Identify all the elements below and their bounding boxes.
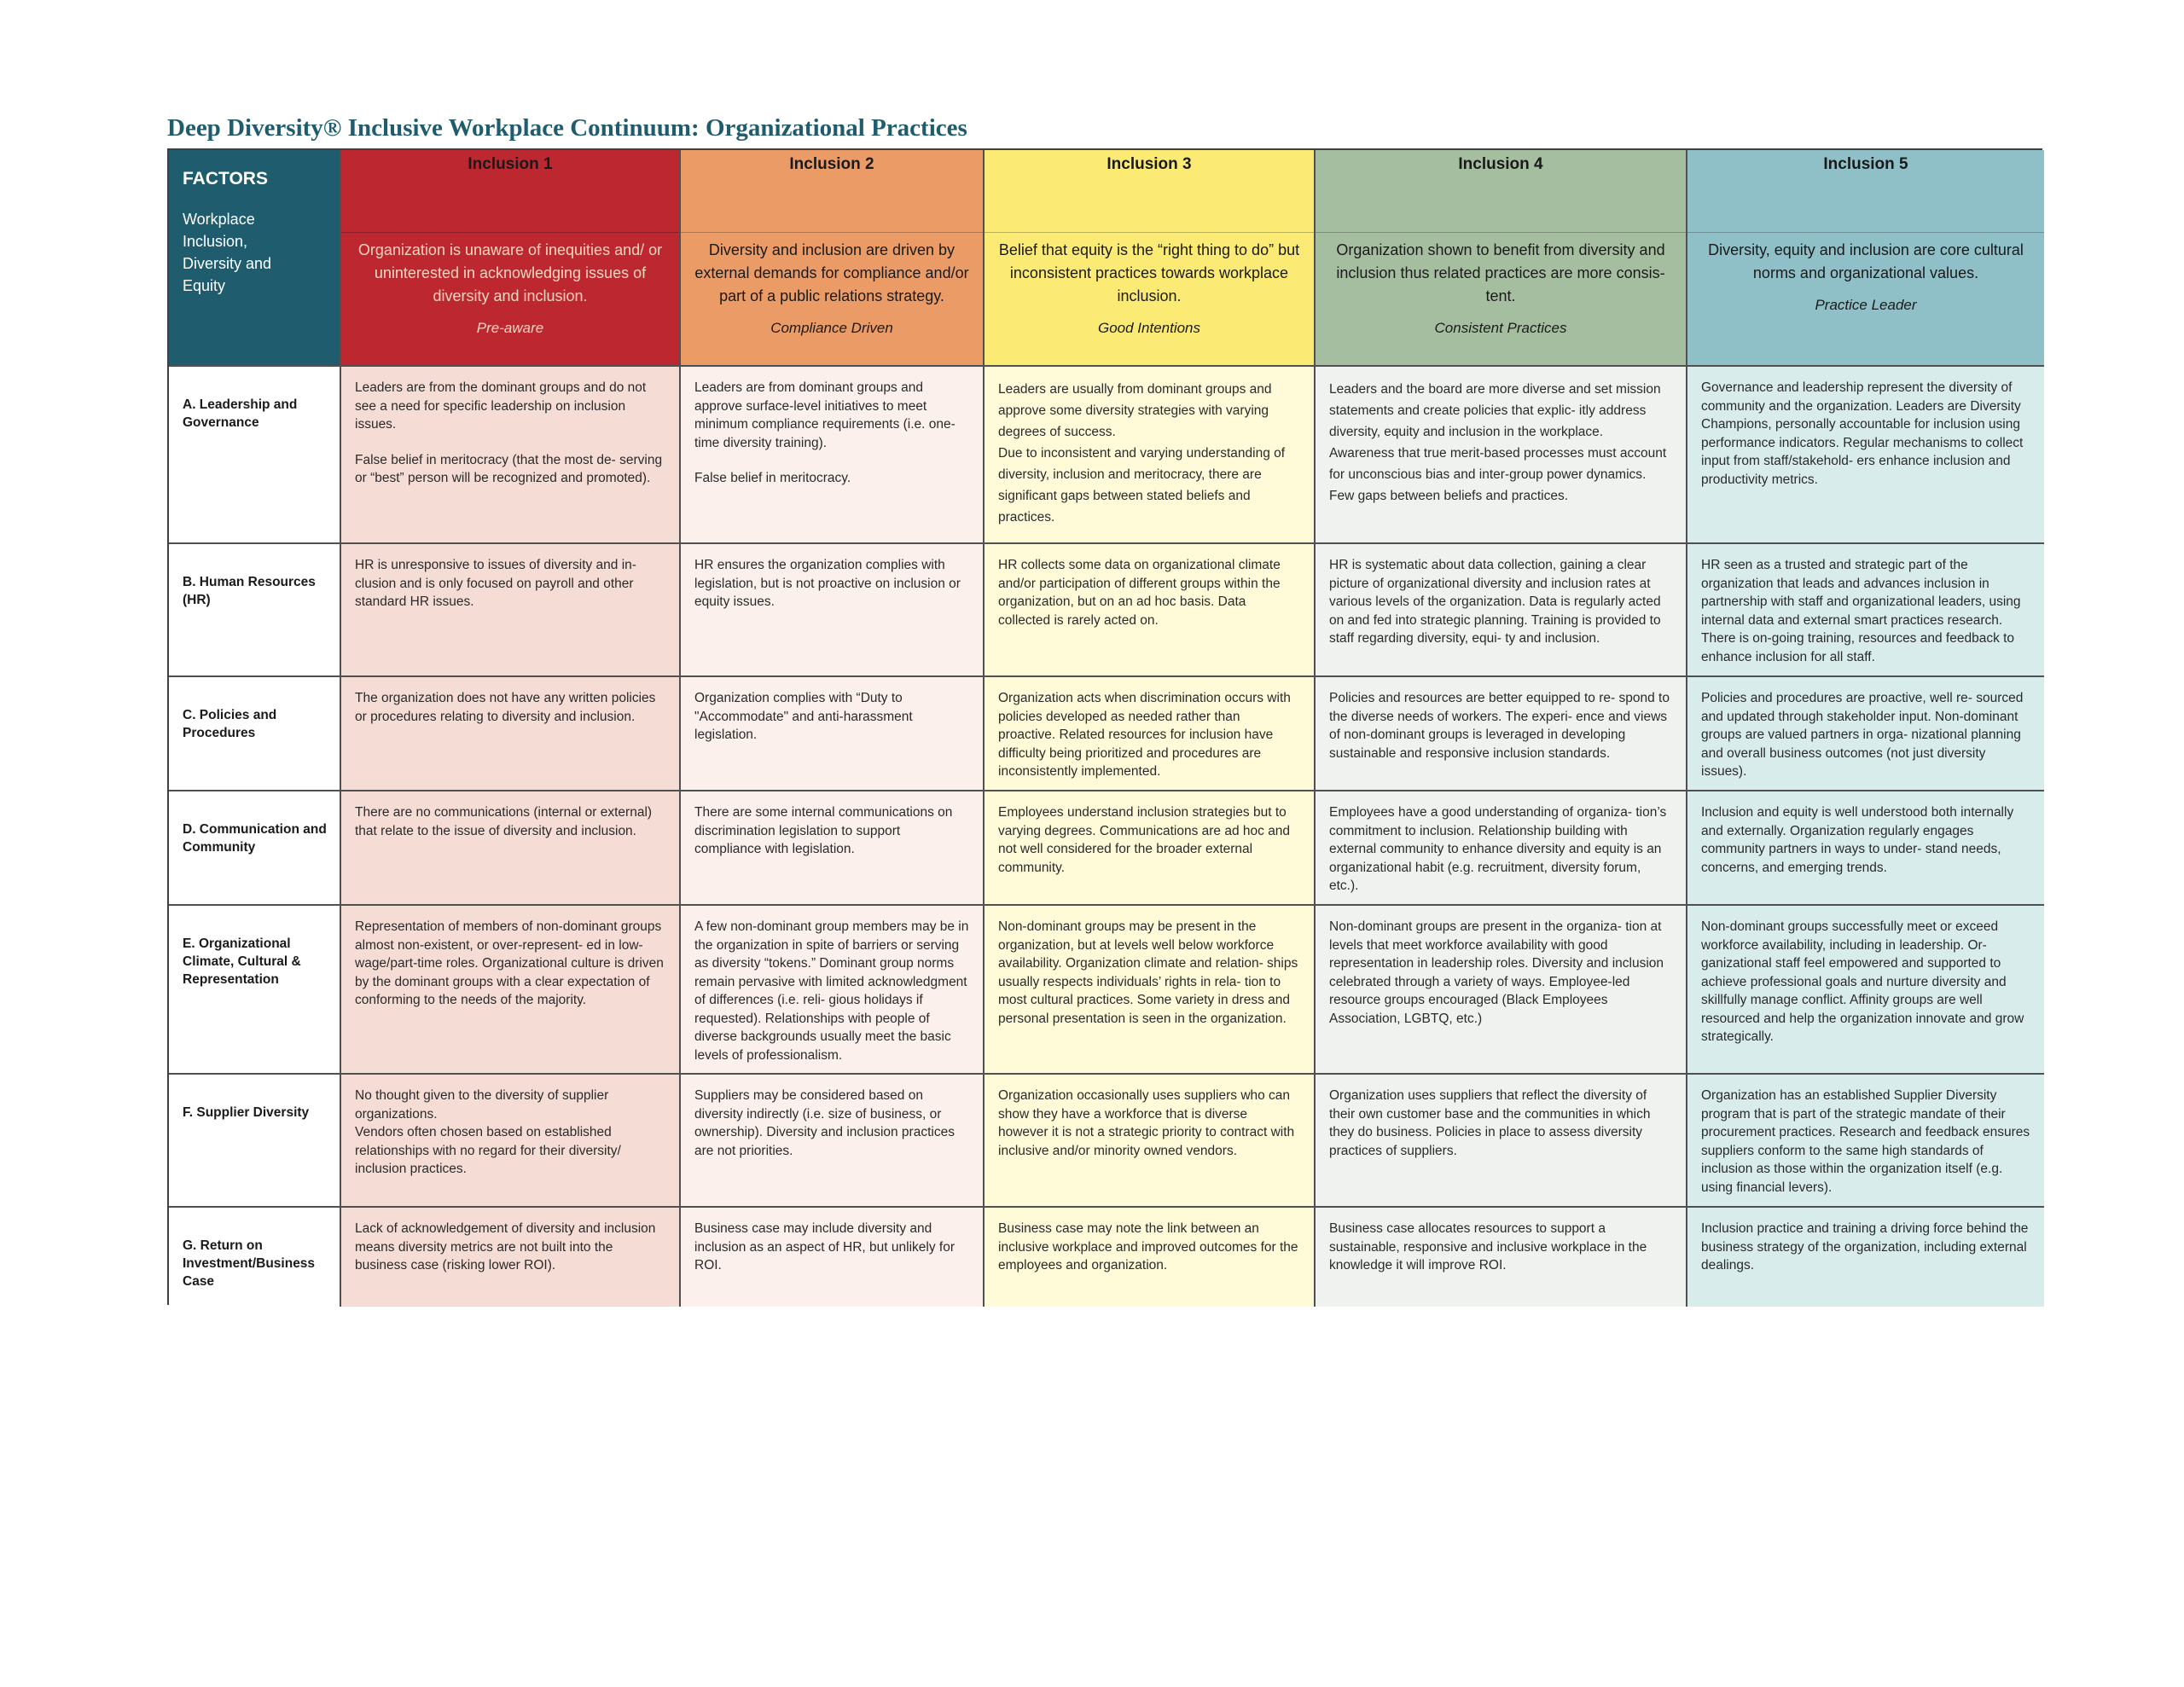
- factor-label-roi: G. Return on Investment/Business Case: [169, 1208, 341, 1307]
- policies-inclusion-5: [1687, 677, 2044, 791]
- level-description-text: Organization shown to benefit from diversity and inclusion thus related practices are more consis- tent.: [1336, 241, 1665, 304]
- factor-label-supplier: F. Supplier Diversity: [169, 1075, 341, 1208]
- cell-text: Governance and leadership represent the diversity of community and the organization. Leaders are Diversity Champions, personally accountable for inclusion using performance indicators. Regular mechanisms to collect input from staff/stakehold- ers enhance inclusion and productivity metrics.: [1701, 380, 2024, 487]
- roi-inclusion-5: [1687, 1208, 2044, 1307]
- hr-inclusion-1: [341, 544, 681, 677]
- supplier-inclusion-2: [681, 1075, 985, 1208]
- level-description-text: Diversity and inclusion are driven by external demands for compliance and/or part of a public relations strategy.: [694, 241, 969, 304]
- climate-inclusion-2: [681, 906, 985, 1075]
- cell-text: Organization uses suppliers that reflect the diversity of their own customer base and the communities in which they do business. Policies in place to assess diversity practices of suppliers.: [1329, 1088, 1651, 1158]
- hr-inclusion-3: [985, 544, 1316, 677]
- cell-text: HR seen as a trusted and strategic part of the organization that leads and advances inclusion in partnership with staff and organizational leaders, using internal data and external smart practices research. There is on-going training, resources and feedback to enhance inclusion for all staff.: [1701, 558, 2021, 664]
- policies-inclusion-1: [341, 677, 681, 791]
- cell-text: Employees understand inclusion strategies but to varying degrees. Communications are ad hoc and not well considered for the broader external community.: [998, 805, 1291, 875]
- cell-text: Leaders and the board are more diverse and set mission statements and create policies that explic- itly address diversity, equity and inclusion in the workplace.: [1329, 382, 1661, 439]
- cell-text: Leaders are from the dominant groups and do not see a need for specific leadership on inclusion issues.: [355, 380, 647, 432]
- level-description-2: [681, 232, 985, 367]
- cell-text: Organization has an established Supplier Diversity program that is part of the strategic mandate of their procurement practices. Research and feedback ensures suppliers conform to the same high standards of inclusion as those within the organization itself (e.g. using financial levers).: [1701, 1088, 2030, 1195]
- cell-text: Organization occasionally uses suppliers who can show they have a workforce that is diverse however it is not a strategic priority to contract with inclusive and/or minority owned vendors.: [998, 1088, 1295, 1158]
- leadership-inclusion-5: [1687, 367, 2044, 544]
- cell-text: Non-dominant groups are present in the organiza- tion at levels that meet workforce availability with good representation in leadership roles. Diversity and inclusion celebrated through a variety of ways. Employee-led resource groups encouraged (Black Employees Association, LGBTQ, etc.): [1329, 919, 1664, 1026]
- roi-inclusion-2: [681, 1208, 985, 1307]
- roi-inclusion-1: [341, 1208, 681, 1307]
- roi-inclusion-3: [985, 1208, 1316, 1307]
- leadership-inclusion-4: [1316, 367, 1687, 544]
- climate-inclusion-5: [1687, 906, 2044, 1075]
- factor-label-leadership: A. Leadership and Governance: [169, 367, 341, 544]
- level-description-1: [341, 232, 681, 367]
- level-description-3: [985, 232, 1316, 367]
- hr-inclusion-4: [1316, 544, 1687, 677]
- level-header-3: Inclusion 3: [985, 150, 1316, 232]
- cell-text: The organization does not have any written policies or procedures relating to diversity and inclusion.: [355, 691, 656, 724]
- cell-text: HR is unresponsive to issues of diversity and in- clusion and is only focused on payroll and other standard HR issues.: [355, 558, 636, 609]
- factors-header: [169, 150, 341, 367]
- page-title: Deep Diversity® Inclusive Workplace Continuum: Organizational Practices: [167, 114, 967, 142]
- cell-text: Business case may note the link between an inclusive workplace and improved outcomes for the employees and organization.: [998, 1221, 1298, 1272]
- cell-text: Non-dominant groups successfully meet or exceed workforce availability, including in leadership. Or- ganizational staff feel empowered and supported to achieve professional goals and nurture diversity and skillfully manage conflict. Affinity groups are well resourced and help the organization innovate and grow strategically.: [1701, 919, 2024, 1044]
- cell-text: HR ensures the organization complies with legislation, but is not proactive on inclusion or equity issues.: [694, 558, 961, 609]
- level-header-2: Inclusion 2: [681, 150, 985, 232]
- leadership-inclusion-3: [985, 367, 1316, 544]
- cell-text: Leaders are usually from dominant groups and approve some diversity strategies with varying degrees of success.: [998, 382, 1272, 439]
- level-tag: Compliance Driven: [770, 320, 893, 336]
- cell-text: Suppliers may be considered based on diversity indirectly (i.e. size of business, or ownership). Diversity and inclusion practices are not priorities.: [694, 1088, 955, 1158]
- level-tag: Practice Leader: [1815, 297, 1917, 313]
- level-description-text: Diversity, equity and inclusion are core cultural norms and organizational values.: [1708, 241, 2024, 281]
- policies-inclusion-3: [985, 677, 1316, 791]
- climate-inclusion-1: [341, 906, 681, 1075]
- leadership-inclusion-1: [341, 367, 681, 544]
- hr-inclusion-2: [681, 544, 985, 677]
- leadership-inclusion-2: [681, 367, 985, 544]
- communication-inclusion-5: [1687, 791, 2044, 906]
- level-tag: Good Intentions: [1097, 320, 1201, 336]
- cell-text: Policies and procedures are proactive, well re- sourced and updated through stakeholder input. Non-dominant groups are valued partners in orga- nizational planning and overall business outcomes (not just diversity issues).: [1701, 691, 2024, 779]
- level-tag: Pre-aware: [476, 320, 544, 336]
- factors-title: FACTORS: [183, 169, 268, 188]
- cell-text: There are no communications (internal or external) that relate to the issue of diversity and inclusion.: [355, 805, 653, 838]
- level-description-5: [1687, 232, 2044, 367]
- roi-inclusion-4: [1316, 1208, 1687, 1307]
- level-description-4: [1316, 232, 1687, 367]
- cell-text: Inclusion practice and training a driving force behind the business strategy of the organization, including external dealings.: [1701, 1221, 2029, 1272]
- supplier-inclusion-4: [1316, 1075, 1687, 1208]
- supplier-inclusion-5: [1687, 1075, 2044, 1208]
- cell-text: Inclusion and equity is well understood both internally and externally. Organization regularly engages community partners in ways to under- stand needs, concerns, and emerging trends.: [1701, 805, 2014, 875]
- cell-text: Representation of members of non-dominant groups almost non-existent, or over-represent- ed in low-wage/part-time roles. Organizational culture is driven by the dominant groups with a clear expectation of conforming to the needs of the majority.: [355, 919, 664, 1007]
- cell-text: HR collects some data on organizational climate and/or participation of different groups within the organization, but on an ad hoc basis. Data collected is rarely acted on.: [998, 558, 1281, 628]
- cell-text: Non-dominant groups may be present in the organization, but at levels well below workforce availability. Organization climate and relation- ships usually respects individuals’ rights in rela- tion to most cultural practices. Some variety in dress and personal presentation is seen in the organization.: [998, 919, 1298, 1026]
- factor-label-communication: D. Communication and Community: [169, 791, 341, 906]
- communication-inclusion-4: [1316, 791, 1687, 906]
- cell-text: Employees have a good understanding of organiza- tion’s commitment to inclusion. Relationship building with external community to enhance diversity and equity is an organizational habit (e.g. recruitment, diversity forum, etc.).: [1329, 805, 1667, 893]
- cell-text: A few non-dominant group members may be in the organization in spite of barriers or serving as diversity “tokens.” Dominant group norms remain pervasive with limited acknowledgment of differences (i.e. reli- gious holidays if requested). Relationships with people of diverse backgrounds usually meet the basic levels of professionalism.: [694, 919, 969, 1063]
- cell-text: Lack of acknowledgement of diversity and inclusion means diversity metrics are not built into the business case (risking lower ROI).: [355, 1221, 656, 1272]
- cell-text: Organization complies with “Duty to "Accommodate" and anti-harassment legislation.: [694, 691, 913, 742]
- continuum-table: [167, 148, 2042, 1305]
- cell-text: Organization acts when discrimination occurs with policies developed as needed rather than proactive. Related resources for inclusion have difficulty being prioritized and procedures are inconsistently implemented.: [998, 691, 1291, 779]
- hr-inclusion-5: [1687, 544, 2044, 677]
- cell-text: False belief in meritocracy (that the most de- serving or “best” person will be recognized and promoted).: [355, 452, 663, 485]
- policies-inclusion-4: [1316, 677, 1687, 791]
- cell-text: Awareness that true merit-based processes must account for unconscious bias and inter-group power dynamics. Few gaps between beliefs and practices.: [1329, 446, 1667, 503]
- supplier-inclusion-1: [341, 1075, 681, 1208]
- cell-text: Business case allocates resources to support a sustainable, responsive and inclusive workplace in the knowledge it will improve ROI.: [1329, 1221, 1647, 1272]
- level-description-text: Belief that equity is the “right thing to do” but inconsistent practices towards workplace inclusion.: [998, 241, 1300, 304]
- communication-inclusion-2: [681, 791, 985, 906]
- cell-text: Vendors often chosen based on established relationships with no regard for their diversity/ inclusion practices.: [355, 1125, 621, 1176]
- supplier-inclusion-3: [985, 1075, 1316, 1208]
- cell-text: Policies and resources are better equipped to re- spond to the diverse needs of workers. The experi- ence and views of non-dominant groups is leveraged in developing sustainable and responsive inclusion standards.: [1329, 691, 1670, 761]
- cell-text: False belief in meritocracy.: [694, 471, 851, 485]
- factor-label-human-resources: B. Human Resources (HR): [169, 544, 341, 677]
- level-description-text: Organization is unaware of inequities and/ or uninterested in acknowledging issues of diversity and inclusion.: [357, 241, 663, 304]
- factor-label-policies: C. Policies and Procedures: [169, 677, 341, 791]
- cell-text: No thought given to the diversity of supplier organizations.: [355, 1088, 609, 1122]
- cell-text: HR is systematic about data collection, gaining a clear picture of organizational diversity and inclusion rates at various levels of the organization. Data is regularly acted on and fed into strategic planning. Training is provided to staff regarding diversity, equi- ty and inclusion.: [1329, 558, 1661, 646]
- cell-text: Leaders are from dominant groups and approve surface-level initiatives to meet minimum compliance requirements (i.e. one-time diversity training).: [694, 380, 956, 450]
- level-header-1: Inclusion 1: [341, 150, 681, 232]
- cell-text: There are some internal communications on discrimination legislation to support compliance with legislation.: [694, 805, 953, 856]
- climate-inclusion-3: [985, 906, 1316, 1075]
- level-tag: Consistent Practices: [1434, 320, 1567, 336]
- cell-text: Due to inconsistent and varying understanding of diversity, inclusion and meritocracy, there are significant gaps between stated beliefs and practices.: [998, 446, 1286, 525]
- policies-inclusion-2: [681, 677, 985, 791]
- factor-label-climate: E. Organizational Climate, Cultural & Representation: [169, 906, 341, 1075]
- communication-inclusion-1: [341, 791, 681, 906]
- level-header-5: Inclusion 5: [1687, 150, 2044, 232]
- level-header-4: Inclusion 4: [1316, 150, 1687, 232]
- factors-subtitle: Workplace Inclusion, Diversity and Equity: [183, 211, 272, 294]
- climate-inclusion-4: [1316, 906, 1687, 1075]
- communication-inclusion-3: [985, 791, 1316, 906]
- cell-text: Business case may include diversity and inclusion as an aspect of HR, but unlikely for ROI.: [694, 1221, 955, 1272]
